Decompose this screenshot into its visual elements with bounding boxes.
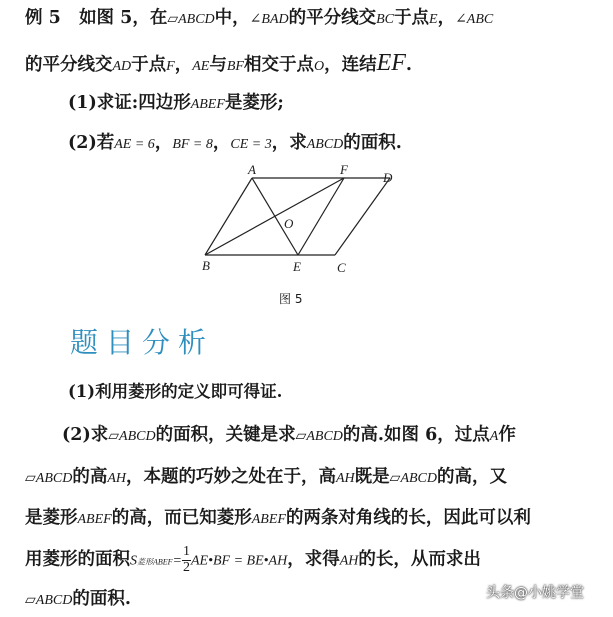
text: 的高.如图 6，过点 [342,425,490,445]
label-E: E [293,259,301,274]
problem-part-1 [68,95,284,113]
text: 的平分线交 [288,8,377,28]
math: ABEF [77,512,112,527]
text: ，本题的巧妙之处在于，高 [126,467,336,487]
math: ABEF [190,97,225,112]
segment-AB [205,178,252,255]
text: ，求 [271,133,307,153]
segment-FE [298,178,344,255]
fraction-numerator: 1 [183,544,190,559]
text: 如图 5，在 [79,8,168,28]
label-B: B [202,258,210,273]
fraction-denominator: 2 [183,559,190,575]
text: 的高，又 [437,467,507,487]
math: AH [339,553,359,569]
text: 与 [209,55,227,75]
text: 是菱形 [25,508,78,528]
label-A: A [248,162,256,177]
math: ▱ABCD [389,471,437,486]
analysis-line-4 [25,510,531,528]
text: 既是 [354,467,390,487]
text: 的高 [72,467,108,487]
section-title: 题目分析 [70,326,215,359]
segment-DC [335,178,390,255]
text: 的两条对角线的长，因此可以利 [285,508,531,528]
math: BF [226,59,244,74]
watermark: 头条@小姚学堂 [486,585,584,601]
figure-caption: 图 5 [279,292,303,306]
analysis-line-5 [25,545,481,575]
label-D: D [383,170,393,185]
text: 的长，从而求出 [358,549,481,570]
text: (1)求证:四边形 [68,93,191,113]
text: 于点 [131,55,167,75]
label-O: O [284,216,294,231]
text: 的面积. [343,133,402,153]
math: CE = 3 [230,137,272,152]
text: 中， [214,8,250,28]
math: ▱ABCD [167,12,215,27]
text: ，求得 [287,549,340,570]
text: ， [174,55,193,75]
problem-part-2 [68,135,402,153]
text: (2)求 [62,425,109,445]
text: 作 [498,425,516,445]
math: AD [112,59,132,74]
label-F: F [340,162,348,177]
math: ▱ABCD [295,429,343,444]
math: AH [107,471,126,486]
math: ABCD [306,137,344,152]
analysis-line-1 [68,384,282,401]
math: ABEF [251,512,286,527]
problem-line-1 [25,10,493,28]
math: ∠BAD [249,12,289,27]
math: ▱ABCD [108,429,156,444]
text: (2)若 [68,133,115,153]
math: AH [336,471,355,486]
math: AE = 6 [114,137,155,152]
text: 的高，而已知菱形 [111,508,252,528]
fraction-one-half [182,545,191,575]
text: ， [437,8,456,28]
math: ▱ABCD [25,471,73,486]
area-subscript: 菱形ABEF [137,557,173,567]
example-label: 例 5 [25,8,61,28]
text: ， [212,133,231,153]
label-C: C [337,260,346,275]
text: 于点 [394,8,430,28]
text: 用菱形的面积 [25,549,130,570]
analysis-line-6 [25,591,131,609]
text: 的面积，关键是求 [155,425,296,445]
segment-BF [205,178,344,255]
math: A [489,429,499,444]
analysis-line-3 [25,469,507,487]
text: 是菱形; [224,93,284,113]
math: F [166,59,175,74]
math: BC [376,12,395,27]
math: ▱ABCD [25,593,73,608]
math: E [429,12,438,27]
text: ，连结 [324,55,377,75]
math: AE [192,59,210,74]
text: 相交于点 [243,55,314,75]
analysis-line-2 [62,427,516,445]
math: AE•BF = BE•AH [191,553,288,569]
math: EF [376,50,406,76]
text: (1)利用菱形的定义即可得证. [68,382,283,401]
math: = [172,553,182,569]
problem-line-2 [25,51,412,75]
text: 的平分线交 [25,55,113,75]
parallelogram-figure [180,158,420,288]
area-symbol: S [130,553,137,569]
text: ， [154,133,173,153]
math: O [313,59,325,74]
math: ∠ABC [455,12,494,27]
text: . [405,55,412,75]
text: 的面积. [72,589,131,609]
math: BF = 8 [172,137,213,152]
